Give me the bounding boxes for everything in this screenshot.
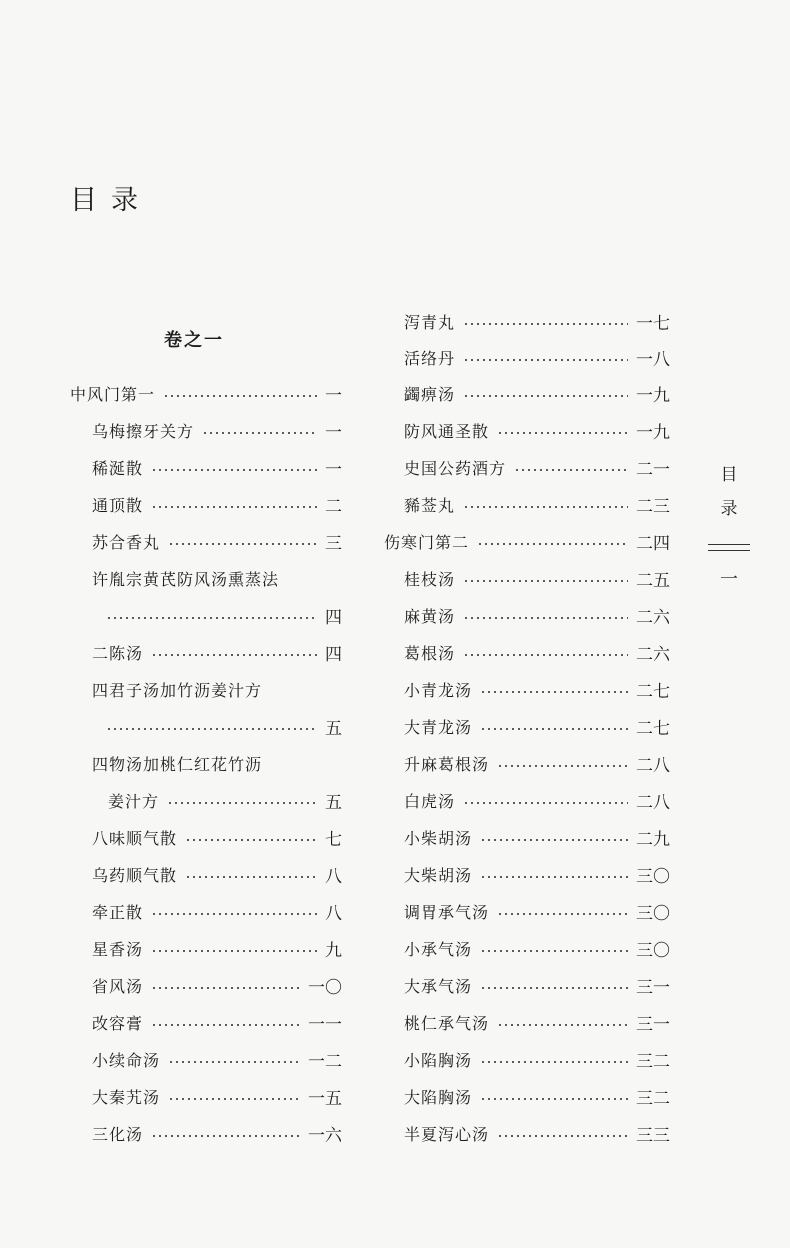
leader-dots [167, 802, 317, 804]
entry-label: 调胃承气汤 [404, 902, 490, 922]
entry-page: 一 [325, 459, 342, 480]
entry-label: 小陷胸汤 [404, 1050, 473, 1070]
entry-page: 三三 [636, 1125, 670, 1146]
entry-page: 一 [325, 385, 342, 406]
toc-entry[interactable] [404, 785, 670, 815]
leader-dots [480, 876, 628, 878]
entry-page: 二六 [636, 607, 670, 628]
toc-entry[interactable] [404, 674, 670, 704]
leader-dots [463, 395, 628, 397]
toc-entry[interactable] [404, 1044, 670, 1074]
entry-label: 伤寒门第二 [384, 532, 470, 552]
leader-dots [151, 950, 317, 952]
toc-entry[interactable] [92, 1118, 342, 1148]
entry-page: 七 [325, 829, 342, 850]
toc-entry-multiline[interactable] [92, 748, 342, 778]
entry-label: 蠲痹汤 [404, 384, 456, 404]
leader-dots [480, 728, 628, 730]
entry-label: 半夏泻心汤 [404, 1124, 490, 1144]
leader-dots [463, 323, 628, 325]
toc-entry[interactable] [404, 859, 670, 889]
toc-entry[interactable] [92, 452, 342, 482]
toc-entry[interactable] [404, 563, 670, 593]
leader-dots [168, 1098, 300, 1100]
toc-entry[interactable] [92, 896, 342, 926]
entry-label: 四君子汤加竹沥姜汁方 [92, 680, 263, 700]
toc-entry[interactable] [92, 933, 342, 963]
entry-label: 桃仁承气汤 [404, 1013, 490, 1033]
entry-page: 二八 [636, 792, 670, 813]
entry-label: 桂枝汤 [404, 569, 456, 589]
entry-label: 大秦艽汤 [92, 1087, 161, 1107]
leader-dots [106, 617, 317, 619]
entry-page: 一五 [308, 1088, 342, 1109]
entry-label: 升麻葛根汤 [404, 754, 490, 774]
entry-label: 大承气汤 [404, 976, 473, 996]
toc-entry-continuation[interactable] [108, 785, 342, 815]
leader-dots [151, 506, 317, 508]
leader-dots [202, 432, 317, 434]
entry-label: 改容膏 [92, 1013, 144, 1033]
toc-entry[interactable] [404, 1081, 670, 1111]
entry-label: 活络丹 [404, 348, 456, 368]
entry-page: 二八 [636, 755, 670, 776]
leader-dots [463, 654, 628, 656]
entry-label: 大青龙汤 [404, 717, 473, 737]
leader-dots [463, 617, 628, 619]
leader-dots [497, 1024, 628, 1026]
toc-entry-section[interactable] [70, 378, 342, 408]
entry-label: 小承气汤 [404, 939, 473, 959]
leader-dots [151, 469, 317, 471]
leader-dots [463, 506, 628, 508]
entry-page: 三 [325, 533, 342, 554]
entry-page: 一〇 [308, 977, 342, 998]
leader-dots [168, 543, 317, 545]
leader-dots [497, 765, 628, 767]
leader-dots [151, 1024, 300, 1026]
entry-label: 中风门第一 [70, 384, 156, 404]
entry-label: 姜汁方 [108, 791, 160, 811]
entry-page: 四 [325, 644, 342, 665]
leader-dots [151, 1135, 300, 1137]
entry-label: 葛根汤 [404, 643, 456, 663]
entry-label: 八味顺气散 [92, 828, 178, 848]
leader-dots [185, 839, 317, 841]
leader-dots [463, 802, 628, 804]
entry-label: 防风通圣散 [404, 421, 490, 441]
leader-dots [480, 839, 628, 841]
entry-page: 五 [325, 792, 342, 813]
entry-page: 一八 [636, 349, 670, 370]
toc-entry[interactable] [404, 342, 670, 372]
entry-page: 二四 [636, 533, 670, 554]
leader-dots [497, 432, 628, 434]
toc-entry[interactable] [404, 306, 670, 336]
toc-entry[interactable] [92, 970, 342, 1000]
entry-page: 八 [325, 903, 342, 924]
entry-label: 大陷胸汤 [404, 1087, 473, 1107]
entry-page: 三〇 [636, 940, 670, 961]
toc-entry[interactable] [92, 822, 342, 852]
toc-entry[interactable] [92, 637, 342, 667]
leader-dots [480, 987, 628, 989]
entry-label: 许胤宗黄芪防风汤熏蒸法 [92, 569, 280, 589]
toc-entry[interactable] [404, 822, 670, 852]
entry-page: 二 [325, 496, 342, 517]
toc-entry[interactable] [92, 489, 342, 519]
entry-label: 史国公药酒方 [404, 458, 507, 478]
volume-title: 卷之一 [164, 330, 224, 351]
entry-label: 大柴胡汤 [404, 865, 473, 885]
entry-page: 五 [325, 718, 342, 739]
toc-entry[interactable] [404, 748, 670, 778]
toc-entry[interactable] [92, 1007, 342, 1037]
toc-entry-continuation[interactable] [92, 711, 342, 741]
toc-entry-multiline[interactable] [92, 563, 342, 593]
leader-dots [480, 1061, 628, 1063]
entry-page: 九 [325, 940, 342, 961]
page-title: 目录 [70, 185, 152, 216]
entry-label: 通顶散 [92, 495, 144, 515]
entry-page: 三〇 [636, 903, 670, 924]
leader-dots [477, 543, 628, 545]
entry-label: 牵正散 [92, 902, 144, 922]
entry-label: 小青龙汤 [404, 680, 473, 700]
leader-dots [463, 359, 628, 361]
side-tab-char: 目 [720, 465, 738, 485]
entry-label: 豨莶丸 [404, 495, 456, 515]
entry-page: 三二 [636, 1051, 670, 1072]
entry-label: 三化汤 [92, 1124, 144, 1144]
leader-dots [480, 1098, 628, 1100]
entry-page: 一二 [308, 1051, 342, 1072]
entry-label: 小柴胡汤 [404, 828, 473, 848]
leader-dots [497, 913, 628, 915]
entry-page: 一一 [308, 1014, 342, 1035]
side-tab-char: 录 [720, 499, 738, 519]
entry-label: 乌药顺气散 [92, 865, 178, 885]
entry-page: 一 [325, 422, 342, 443]
entry-label: 乌梅擦牙关方 [92, 421, 195, 441]
toc-entry[interactable] [92, 526, 342, 556]
leader-dots [151, 987, 300, 989]
page-number: 一 [720, 569, 738, 590]
entry-label: 小续命汤 [92, 1050, 161, 1070]
toc-entry-continuation[interactable] [92, 600, 342, 630]
entry-page: 八 [325, 866, 342, 887]
entry-page: 一六 [308, 1125, 342, 1146]
side-tab [712, 458, 746, 591]
entry-label: 白虎汤 [404, 791, 456, 811]
entry-page: 二一 [636, 459, 670, 480]
toc-entry[interactable] [404, 489, 670, 519]
toc-entry-multiline[interactable] [92, 674, 342, 704]
entry-page: 二五 [636, 570, 670, 591]
entry-page: 二九 [636, 829, 670, 850]
toc-entry[interactable] [404, 452, 670, 482]
entry-page: 一七 [636, 313, 670, 334]
toc-entry-section[interactable] [384, 526, 670, 556]
leader-dots [514, 469, 628, 471]
toc-entry[interactable] [404, 896, 670, 926]
leader-dots [185, 876, 317, 878]
entry-page: 三二 [636, 1088, 670, 1109]
entry-page: 三一 [636, 977, 670, 998]
leader-dots [106, 728, 317, 730]
side-tab-rule [708, 544, 750, 551]
leader-dots [151, 654, 317, 656]
entry-page: 一九 [636, 385, 670, 406]
entry-label: 泻青丸 [404, 312, 456, 332]
entry-page: 二三 [636, 496, 670, 517]
leader-dots [151, 913, 317, 915]
entry-label: 稀涎散 [92, 458, 144, 478]
entry-label: 四物汤加桃仁红花竹沥 [92, 754, 263, 774]
entry-page: 二六 [636, 644, 670, 665]
toc-entry[interactable] [404, 637, 670, 667]
entry-page: 一九 [636, 422, 670, 443]
entry-page: 四 [325, 607, 342, 628]
toc-entry[interactable] [404, 1007, 670, 1037]
entry-page: 二七 [636, 681, 670, 702]
leader-dots [168, 1061, 300, 1063]
entry-label: 星香汤 [92, 939, 144, 959]
toc-entry[interactable] [404, 970, 670, 1000]
toc-entry[interactable] [404, 1118, 670, 1148]
toc-entry[interactable] [404, 600, 670, 630]
leader-dots [480, 691, 628, 693]
entry-page: 三〇 [636, 866, 670, 887]
toc-entry[interactable] [92, 1081, 342, 1111]
entry-label: 二陈汤 [92, 643, 144, 663]
toc-entry[interactable] [92, 1044, 342, 1074]
leader-dots [480, 950, 628, 952]
entry-page: 二七 [636, 718, 670, 739]
entry-page: 三一 [636, 1014, 670, 1035]
toc-entry[interactable] [404, 711, 670, 741]
toc-entry[interactable] [404, 415, 670, 445]
toc-entry[interactable] [404, 378, 670, 408]
toc-entry[interactable] [92, 859, 342, 889]
leader-dots [163, 395, 317, 397]
entry-label: 麻黄汤 [404, 606, 456, 626]
leader-dots [463, 580, 628, 582]
entry-label: 省风汤 [92, 976, 144, 996]
entry-label: 苏合香丸 [92, 532, 161, 552]
leader-dots [497, 1135, 628, 1137]
toc-entry[interactable] [92, 415, 342, 445]
toc-entry[interactable] [404, 933, 670, 963]
